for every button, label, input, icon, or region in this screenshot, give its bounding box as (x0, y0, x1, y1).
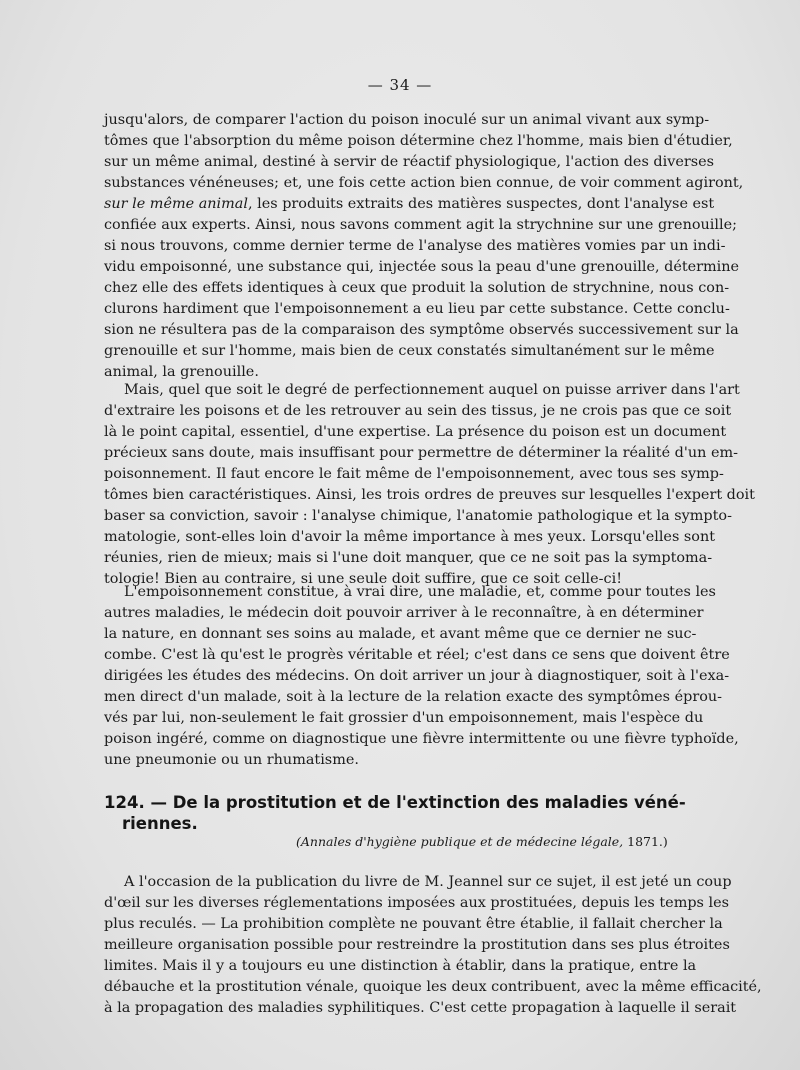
text-line: animal, la grenouille. (104, 364, 259, 380)
source-reference-text: (Annales d'hygiène publique et de médecine légale, (296, 834, 624, 849)
text-line: à la propagation des maladies syphilitiques. C'est cette propagation à laquelle il serait (104, 1000, 737, 1016)
text-line: sion ne résultera pas de la comparaison des symptôme observés successivement sur la (104, 322, 739, 338)
text-line: baser sa conviction, savoir : l'analyse chimique, l'anatomie pathologique et la sympto- (104, 508, 732, 524)
text-line: la nature, en donnant ses soins au malade, et avant même que ce dernier ne suc- (104, 626, 697, 642)
text-line: Mais, quel que soit le degré de perfectionnement auquel on puisse arriver dans l'art (124, 382, 740, 398)
text-line: limites. Mais il y a toujours eu une distinction à établir, dans la pratique, entre la (104, 958, 697, 974)
text-line: là le point capital, essentiel, d'une expertise. La présence du poison est un document (104, 424, 727, 440)
text-line: confiée aux experts. Ainsi, nous savons comment agit la strychnine sur une grenouille; (104, 217, 737, 233)
text-line: clurons hardiment que l'empoisonnement a eu lieu par cette substance. Cette conclu- (104, 301, 730, 317)
text-line: men direct d'un malade, soit à la lecture de la relation exacte des symptômes éprou- (104, 689, 723, 705)
italic-phrase: sur le même animal (104, 196, 248, 212)
text-line: matologie, sont-elles loin d'avoir la même importance à mes yeux. Lorsqu'elles sont (104, 529, 715, 545)
text-line-rest: , les produits extraits des matières suspectes, dont l'analyse est (247, 196, 715, 212)
text-line: plus reculés. — La prohibition complète ne pouvant être établie, il fallait chercher la (104, 916, 723, 932)
section-heading (104, 792, 686, 834)
text-line: A l'occasion de la publication du livre de M. Jeannel sur ce sujet, il est jeté un coup (124, 874, 732, 890)
paragraph-1 (104, 110, 744, 383)
text-line: poison ingéré, comme on diagnostique une fièvre intermittente ou une fièvre typhoïde, (104, 731, 739, 747)
text-line: grenouille et sur l'homme, mais bien de ceux constatés simultanément sur le même (104, 343, 715, 359)
source-reference-year: 1871.) (627, 834, 668, 849)
text-line: jusqu'alors, de comparer l'action du poison inoculé sur un animal vivant aux symp- (104, 112, 710, 128)
text-line: tômes que l'absorption du même poison détermine chez l'homme, mais bien d'étudier, (104, 133, 733, 149)
text-line: tologie! Bien au contraire, si une seule doit suffire, que ce soit celle-ci! (104, 571, 622, 587)
text-line: chez elle des effets identiques à ceux que produit la solution de strychnine, nous con- (104, 280, 730, 296)
text-line: substances vénéneuses; et, une fois cette action bien connue, de voir comment agiront, (104, 175, 744, 191)
section-heading-line: 124. — De la prostitution et de l'extinction des maladies véné- (104, 793, 686, 812)
text-line: si nous trouvons, comme dernier terme de l'analyse des matières vomies par un indi- (104, 238, 726, 254)
paragraph-2 (104, 380, 755, 590)
text-line: dirigées les études des médecins. On doit arriver un jour à diagnostiquer, soit à l'exa- (104, 668, 730, 684)
text-line: vés par lui, non-seulement le fait grossier d'un empoisonnement, mais l'espèce du (104, 710, 704, 726)
paragraph-3 (104, 582, 739, 771)
section-heading-line: riennes. (122, 814, 198, 833)
text-line: réunies, rien de mieux; mais si l'une doit manquer, que ce ne soit pas la symptoma- (104, 550, 713, 566)
source-reference (296, 834, 680, 849)
text-line: une pneumonie ou un rhumatisme. (104, 752, 359, 768)
text-line: sur un même animal, destiné à servir de réactif physiologique, l'action des diverses (104, 154, 715, 170)
text-line: vidu empoisonné, une substance qui, injectée sous la peau d'une grenouille, détermine (104, 259, 740, 275)
text-line: poisonnement. Il faut encore le fait même de l'empoisonnement, avec tous ses symp- (104, 466, 724, 482)
text-line: d'extraire les poisons et de les retrouver au sein des tissus, je ne crois pas que ce soit (104, 403, 732, 419)
text-line: d'œil sur les diverses réglementations imposées aux prostituées, depuis les temps les (104, 895, 730, 911)
text-line: combe. C'est là qu'est le progrès véritable et réel; c'est dans ce sens que doivent être (104, 647, 730, 663)
text-line-with-italic (104, 194, 715, 215)
text-line: L'empoisonnement constitue, à vrai dire, une maladie, et, comme pour toutes les (124, 584, 716, 600)
page-number: — 34 — (367, 76, 433, 94)
text-line: autres maladies, le médecin doit pouvoir arriver à le reconnaître, à en déterminer (104, 605, 704, 621)
text-line: précieux sans doute, mais insuffisant pour permettre de déterminer la réalité d'un em- (104, 445, 738, 461)
text-line: meilleure organisation possible pour restreindre la prostitution dans ses plus étroites (104, 937, 730, 953)
text-line: débauche et la prostitution vénale, quoique les deux contribuent, avec la même efficacité, (104, 979, 762, 995)
text-line: tômes bien caractéristiques. Ainsi, les trois ordres de preuves sur lesquelles l'expert doit (104, 487, 755, 503)
paragraph-4 (104, 872, 762, 1019)
